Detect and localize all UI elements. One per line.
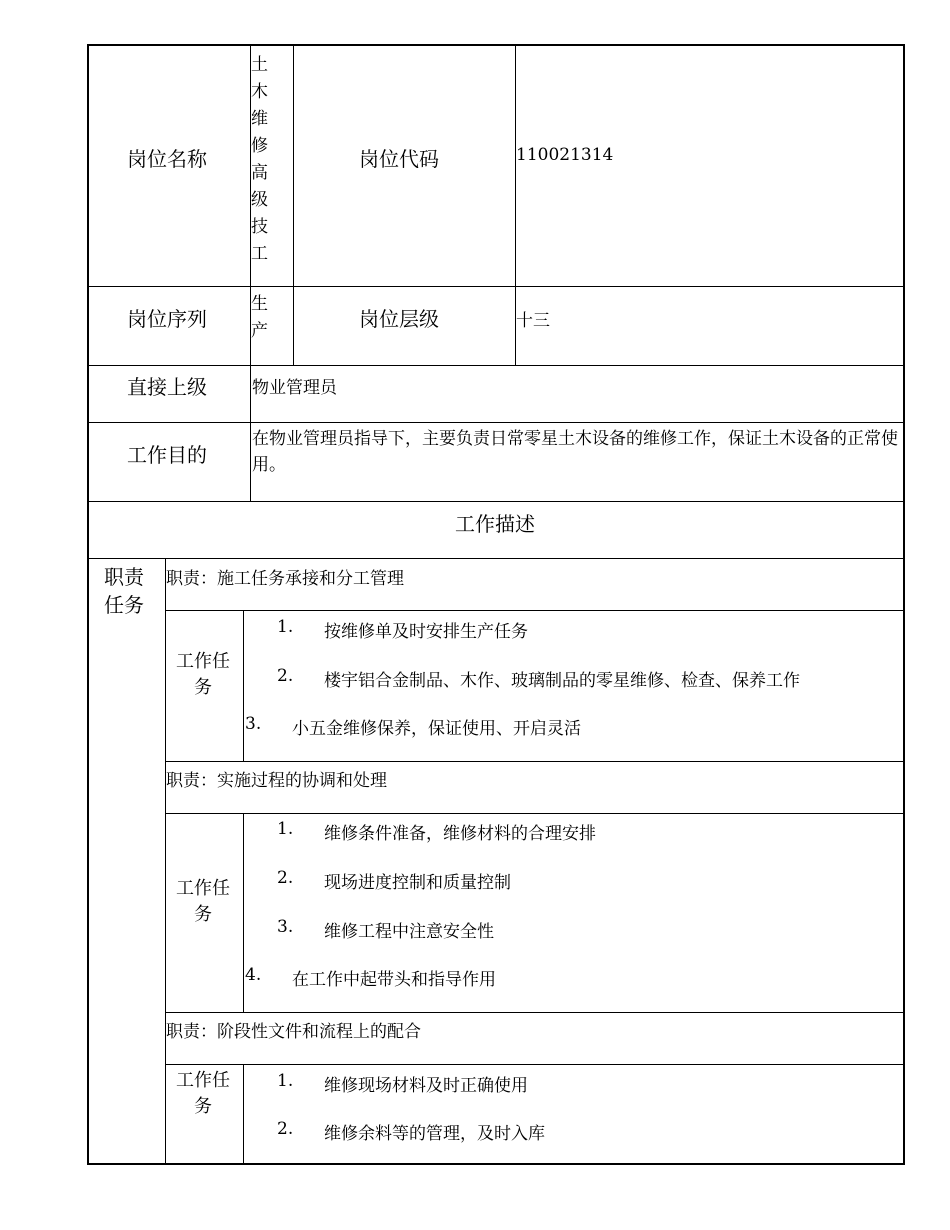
task-text: 楼宇铝合金制品、木作、玻璃制品的零星维修、检查、保养工作	[324, 671, 800, 691]
post-series-label: 岗位序列	[127, 307, 207, 331]
row-divider	[88, 286, 905, 287]
col-divider	[293, 45, 294, 366]
row-divider	[165, 1064, 905, 1065]
task-number: 3.	[245, 714, 262, 734]
task-number: 2.	[277, 666, 294, 686]
task-number: 2.	[277, 868, 294, 888]
goal-label: 工作目的	[127, 443, 207, 467]
row-divider	[88, 501, 905, 502]
duty-title: 职责：实施过程的协调和处理	[166, 771, 387, 791]
post-level-value: 十三	[516, 311, 550, 331]
task-text: 按维修单及时安排生产任务	[324, 622, 528, 642]
col-divider	[243, 813, 244, 1013]
row-divider	[88, 422, 905, 423]
post-code-label: 岗位代码	[359, 147, 439, 171]
section-title: 工作描述	[455, 512, 535, 536]
task-label: 工作任务	[176, 1070, 230, 1117]
task-number: 4.	[245, 965, 262, 985]
task-text: 维修条件准备，维修材料的合理安排	[324, 824, 596, 844]
duty-title: 职责：施工任务承接和分工管理	[166, 569, 404, 589]
col-divider	[243, 1064, 244, 1165]
post-level-label: 岗位层级	[359, 307, 439, 331]
row-divider	[88, 558, 905, 559]
row-divider	[165, 610, 905, 611]
task-label: 工作任务	[176, 651, 230, 698]
goal-value: 在物业管理员指导下，主要负责日常零星土木设备的维修工作，保证土木设备的正常使用。	[252, 429, 898, 475]
post-name-value: 土木维修高级技工	[251, 55, 268, 264]
task-number: 1.	[277, 617, 294, 637]
row-divider	[165, 1012, 905, 1013]
task-text: 在工作中起带头和指导作用	[292, 970, 496, 990]
post-code-value: 110021314	[516, 145, 614, 165]
row-divider	[88, 365, 905, 366]
post-series-value: 生产	[251, 294, 268, 341]
task-text: 维修现场材料及时正确使用	[324, 1076, 528, 1096]
task-text: 小五金维修保养，保证使用、开启灵活	[292, 719, 581, 739]
post-name-label: 岗位名称	[127, 147, 207, 171]
col-divider	[165, 558, 166, 1165]
task-text: 现场进度控制和质量控制	[324, 873, 511, 893]
task-number: 1.	[277, 819, 294, 839]
superior-label: 直接上级	[127, 375, 207, 399]
task-text: 维修工程中注意安全性	[324, 922, 494, 942]
task-label: 工作任务	[176, 878, 230, 925]
col-divider	[243, 610, 244, 762]
task-number: 1.	[277, 1071, 294, 1091]
row-divider	[165, 761, 905, 762]
row-divider	[165, 813, 905, 814]
superior-value: 物业管理员	[252, 378, 337, 398]
duty-title: 职责：阶段性文件和流程上的配合	[166, 1022, 421, 1042]
task-number: 2.	[277, 1119, 294, 1139]
duty-label: 职责任务	[104, 565, 144, 617]
task-number: 3.	[277, 917, 294, 937]
task-text: 维修余料等的管理，及时入库	[324, 1124, 545, 1144]
table-frame	[87, 44, 905, 1165]
